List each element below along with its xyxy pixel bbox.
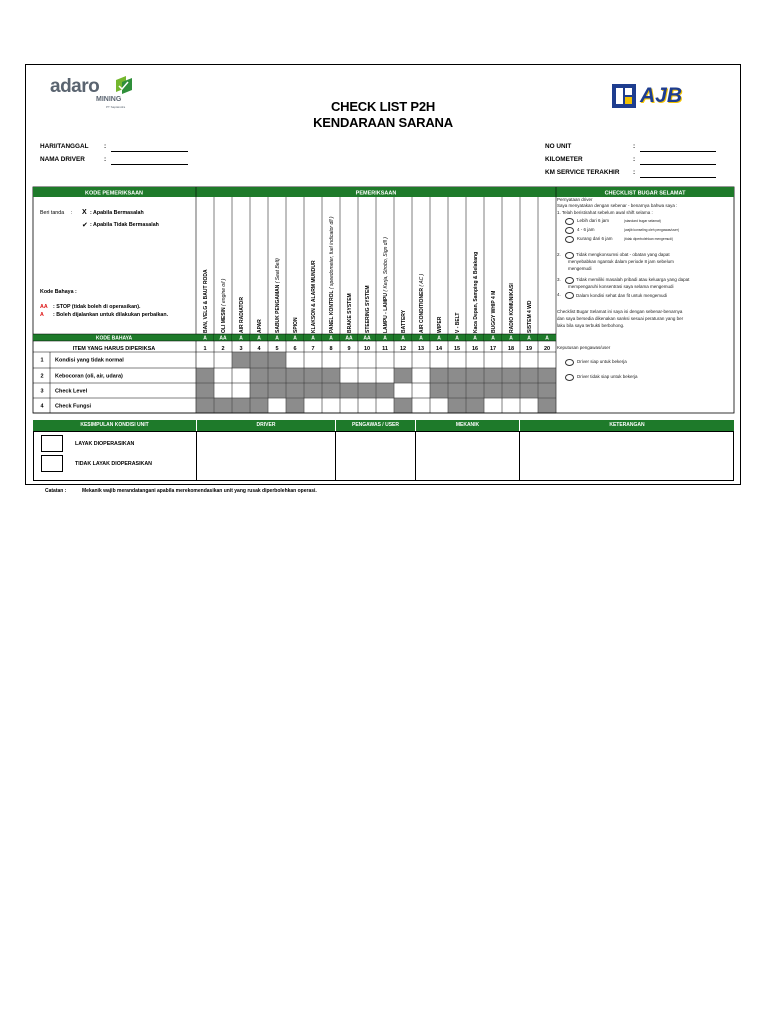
beri-tanda-colon: :	[71, 210, 73, 216]
check-cell[interactable]	[413, 384, 430, 398]
shaded-cell	[233, 353, 250, 368]
shaded-cell	[449, 399, 466, 413]
shaded-cell	[467, 399, 484, 413]
shaded-cell	[197, 369, 214, 383]
shaded-cell	[251, 353, 268, 368]
shaded-cell	[539, 399, 556, 413]
x-mark: X	[82, 209, 87, 216]
field-colon: :	[633, 169, 636, 176]
ajb-logo-text: AJB	[640, 84, 683, 107]
row-number: 3	[40, 388, 44, 395]
shaded-cell	[521, 384, 538, 398]
code-label: A	[509, 335, 513, 342]
shaded-cell	[233, 399, 250, 413]
legend-panel	[40, 208, 196, 328]
keputusan-opt2: Driver tidak siap untuk bekerja	[577, 374, 638, 379]
column-label: BRAKE SYSTEM	[347, 293, 353, 333]
bugar-s4-no: 4.	[557, 292, 561, 297]
conclusion-header-keterangan: KETERANGAN	[519, 420, 734, 431]
aa-code: AA	[40, 304, 48, 310]
column-label: AIR CONDITIONER ( AC )	[419, 273, 425, 333]
check-cell[interactable]	[233, 369, 250, 383]
conclusion-header-driver: DRIVER	[196, 420, 335, 431]
column-number: 15	[453, 346, 461, 352]
shaded-cell	[485, 369, 502, 383]
bugar-s2a: Tidak mengkonsumsi obat - obatan yang dapat	[576, 252, 670, 257]
code-label: A	[491, 335, 495, 342]
check-cell[interactable]	[503, 399, 520, 413]
column-number: 16	[471, 346, 479, 352]
column-number: 13	[417, 346, 425, 352]
bugar-opt2-note: (wajib konseling oleh pengawas/user)	[624, 228, 679, 232]
field-label: KILOMETER	[545, 156, 583, 163]
code-label: A	[293, 335, 297, 342]
beri-tanda-label: Beri tanda	[40, 210, 65, 216]
check-cell[interactable]	[413, 353, 430, 368]
code-label: A	[239, 335, 243, 342]
column-number: 3	[239, 346, 243, 352]
row-label: Kondisi yang tidak normal	[55, 357, 124, 364]
check-cell[interactable]	[233, 384, 250, 398]
conclusion-header-unit: KESIMPULAN KONDISI UNIT	[33, 420, 196, 431]
page-title: CHECK LIST P2H	[330, 99, 436, 114]
check-cell[interactable]	[215, 353, 232, 368]
shaded-cell	[485, 384, 502, 398]
column-number: 6	[293, 346, 297, 352]
bugar-s2b: menyebabkan ngantuk dalam periode 8 jam sebelum	[568, 259, 674, 264]
column-label: WIPER	[437, 316, 443, 333]
check-cell[interactable]	[269, 399, 286, 413]
column-label: KLAKSON & ALARM MUNDUR	[311, 260, 317, 333]
bugar-p1: Pernyataan driver	[557, 197, 593, 202]
bugar-s3b: mempengaruhi konsentrasi saya selama mengemudi	[568, 284, 674, 289]
shaded-cell	[251, 399, 268, 413]
column-number: 12	[399, 346, 407, 352]
check-cell[interactable]	[377, 353, 394, 368]
column-label: Kaca Depan, Samping & Belakang	[473, 251, 479, 333]
shaded-cell	[323, 369, 340, 383]
shaded-cell	[269, 384, 286, 398]
bugar-s2-no: 2.	[557, 252, 561, 257]
keputusan-label: Keputusan pengawas/user	[557, 345, 611, 350]
bugar-s3a: Tidak memiliki masalah pribadi atau keluarga yang dapat	[576, 277, 690, 282]
tidak-layak-label: TIDAK LAYAK DIOPERASIKAN	[75, 461, 153, 467]
check-cell[interactable]	[521, 399, 538, 413]
check-cell[interactable]	[395, 353, 412, 368]
bugar-s2c: mengemudi	[568, 266, 592, 271]
shaded-cell	[467, 369, 484, 383]
shaded-cell	[251, 369, 268, 383]
column-number: 1	[203, 346, 207, 352]
field-colon: :	[104, 156, 107, 163]
row-label: Check Level	[55, 388, 88, 395]
bugar-p2: Saya menyatakan dengan sebenar - benarnya bahwa saya :	[557, 203, 678, 208]
shaded-cell	[197, 399, 214, 413]
bugar-opt1: Lebih dari 6 jam	[577, 218, 610, 223]
shaded-cell	[359, 384, 376, 398]
conclusion-header-pengawas: PENGAWAS / USER	[335, 420, 415, 431]
field-colon: :	[633, 156, 636, 163]
shaded-cell	[341, 384, 358, 398]
shaded-cell	[323, 384, 340, 398]
shaded-cell	[449, 384, 466, 398]
column-number: 5	[275, 346, 279, 352]
shaded-cell	[197, 384, 214, 398]
column-label: BAN, VELG & BAUT RODA	[203, 269, 209, 333]
kode-header: KODE PEMERIKSAAN	[84, 190, 144, 197]
column-label: LAMPU - LAMPU ( Kerja, Strobo, Sign dll )	[383, 237, 389, 333]
check-cell[interactable]	[521, 353, 538, 368]
items-header: ITEM YANG HARUS DIPERIKSA	[72, 346, 156, 352]
shaded-cell	[287, 399, 304, 413]
column-number: 20	[543, 346, 551, 352]
code-label: A	[401, 335, 405, 342]
shaded-cell	[287, 369, 304, 383]
code-label: A	[455, 335, 459, 342]
bugar-c2: dan saya bersedia dikenakan sanksi sesuai peraturan yang ber	[557, 316, 684, 321]
code-label: A	[437, 335, 441, 342]
check-desc: : Apabila Tidak Bermasalah	[90, 222, 159, 228]
column-label: RADIO KOMUNIKASI	[509, 283, 515, 333]
bugar-c1: Checklist Bugar Selamat ini saya isi dengan sebenar-benarnya	[557, 309, 683, 314]
shaded-cell	[521, 369, 538, 383]
adaro-logo-sub: MINING	[96, 96, 122, 103]
kode-bahaya-row-label: KODE BAHAYA	[95, 335, 133, 342]
shaded-cell	[215, 399, 232, 413]
shaded-cell	[269, 353, 286, 368]
check-cell[interactable]	[395, 384, 412, 398]
kode-bahaya-label: Kode Bahaya :	[40, 289, 77, 295]
bugar-opt3-note: (tidak diperbolehkan mengemudi)	[624, 237, 673, 241]
option-radio[interactable]	[565, 227, 574, 234]
shaded-cell	[395, 399, 412, 413]
field-label: NO UNIT	[545, 143, 572, 150]
bugar-s3-no: 3.	[557, 277, 561, 282]
column-label: SPION	[293, 317, 299, 333]
bugar-opt3: Kurang dari 6 jam	[577, 236, 613, 241]
field-label: NAMA DRIVER	[40, 156, 85, 163]
option-radio[interactable]	[565, 359, 574, 366]
check-cell[interactable]	[413, 369, 430, 383]
footer-label: Catatan :	[45, 488, 67, 494]
option-radio[interactable]	[565, 374, 574, 381]
shaded-cell	[269, 369, 286, 383]
shaded-cell	[503, 384, 520, 398]
row-number: 1	[40, 357, 44, 364]
layak-label: LAYAK DIOPERASIKAN	[75, 441, 135, 447]
shaded-cell	[395, 369, 412, 383]
column-number: 11	[382, 346, 388, 352]
column-label: V - BELT	[455, 312, 461, 333]
bugar-header: CHECKLIST BUGAR SELAMAT	[604, 190, 686, 197]
bugar-opt1-note: (standard bugar selamat)	[624, 219, 661, 223]
code-label: AA	[345, 335, 353, 342]
adaro-logo-tagline: PT Saptaindra	[106, 105, 126, 109]
column-label: OLI MESIN ( engine oil )	[221, 278, 227, 333]
option-radio[interactable]	[565, 277, 574, 284]
mekanik-signature-cell[interactable]	[415, 431, 520, 481]
option-radio[interactable]	[565, 236, 574, 243]
shaded-cell	[449, 369, 466, 383]
check-cell[interactable]	[215, 384, 232, 398]
column-number: 7	[311, 346, 315, 352]
code-label: A	[419, 335, 423, 342]
check-cell[interactable]	[431, 353, 448, 368]
field-colon: :	[104, 143, 107, 150]
code-label: A	[473, 335, 477, 342]
code-label: AA	[219, 335, 227, 342]
column-label: BUGGY WHIP 4 M	[491, 290, 497, 333]
column-label: SISTEM 4 WD	[527, 300, 533, 333]
shaded-cell	[377, 384, 394, 398]
bugar-p3: 1. Telah beristirahat sebelum awal shift selama :	[557, 210, 653, 215]
check-cell[interactable]	[341, 353, 358, 368]
keputusan-opt1: Driver siap untuk bekerja	[577, 359, 627, 364]
shaded-cell	[467, 384, 484, 398]
option-radio[interactable]	[565, 252, 574, 259]
shaded-cell	[305, 384, 322, 398]
pengawas-signature-cell[interactable]	[335, 431, 416, 481]
check-cell[interactable]	[305, 353, 322, 368]
shaded-cell	[251, 384, 268, 398]
row-label: Kebocoran (oli, air, udara)	[55, 373, 123, 380]
shaded-cell	[539, 369, 556, 383]
column-number: 2	[221, 346, 225, 352]
driver-signature-cell[interactable]	[196, 431, 336, 481]
conclusion-header-mekanik: MEKANIK	[415, 420, 519, 431]
check-cell[interactable]	[539, 353, 556, 368]
footer-text: Mekanik wajib merandatangani apabila merekomendasikan unit yang rusak diperbolehkan operasi.	[82, 488, 317, 494]
column-label: AIR RADIATOR	[239, 297, 245, 333]
row-number: 4	[40, 403, 44, 410]
column-label: APAR	[257, 319, 263, 333]
check-cell[interactable]	[215, 369, 232, 383]
column-number: 4	[257, 346, 261, 352]
column-label: STEERING SYSTEM	[365, 285, 371, 333]
code-label: A	[329, 335, 333, 342]
check-cell[interactable]	[359, 369, 376, 383]
code-label: A	[275, 335, 279, 342]
code-label: A	[257, 335, 261, 342]
column-number: 9	[347, 346, 351, 352]
column-number: 18	[507, 346, 515, 352]
conclusion-section	[33, 420, 734, 481]
row-number: 2	[40, 373, 44, 380]
shaded-cell	[503, 369, 520, 383]
code-label: AA	[363, 335, 371, 342]
column-number: 19	[525, 346, 533, 352]
a-code: A	[40, 312, 44, 318]
check-cell[interactable]	[377, 399, 394, 413]
column-number: 17	[489, 346, 497, 352]
check-cell[interactable]	[467, 353, 484, 368]
aa-desc: : STOP (tidak boleh di operasikan).	[53, 304, 141, 310]
code-label: A	[545, 335, 549, 342]
a-desc: : Boleh dijalankan untuk dilakukan perbaikan.	[53, 312, 169, 318]
column-label: BATTERY	[401, 309, 407, 333]
code-label: A	[311, 335, 315, 342]
check-cell[interactable]	[449, 353, 466, 368]
column-label: SABUK PENGAMAN ( Seat Belt)	[275, 258, 281, 333]
shaded-cell	[539, 384, 556, 398]
check-cell[interactable]	[359, 353, 376, 368]
check-cell[interactable]	[323, 353, 340, 368]
check-cell[interactable]	[431, 399, 448, 413]
check-cell[interactable]	[323, 399, 340, 413]
check-cell[interactable]	[413, 399, 430, 413]
column-label: PANEL KONTROL ( speedometer, fuel indicator dll )	[329, 216, 335, 333]
option-radio[interactable]	[565, 218, 574, 225]
column-number: 8	[329, 346, 333, 352]
check-cell[interactable]	[359, 399, 376, 413]
column-number: 14	[435, 346, 443, 352]
pemeriksaan-header: PEMERIKSAAN	[355, 190, 397, 197]
bugar-panel	[557, 197, 735, 412]
bugar-s4a: Dalam kondisi sehat dan fit untuk mengemudi	[576, 293, 668, 298]
row-label: Check Fungsi	[55, 403, 92, 410]
shaded-cell	[287, 384, 304, 398]
bugar-c3: laku bila saya terbukti berbohong.	[557, 323, 625, 328]
field-colon: :	[633, 143, 636, 150]
code-label: A	[203, 335, 207, 342]
bugar-opt2: 4 - 6 jam	[577, 227, 595, 232]
check-icon: ✔	[82, 222, 88, 229]
code-label: A	[527, 335, 531, 342]
field-label: KM SERVICE TERAKHIR	[545, 169, 620, 176]
option-radio[interactable]	[565, 292, 574, 299]
code-label: A	[383, 335, 387, 342]
check-cell[interactable]	[377, 369, 394, 383]
shaded-cell	[431, 384, 448, 398]
column-number: 10	[363, 346, 371, 352]
field-label: HARI/TANGGAL	[40, 143, 89, 150]
check-cell[interactable]	[287, 353, 304, 368]
page-subtitle: KENDARAAN SARANA	[313, 115, 453, 130]
layak-checkbox[interactable]	[41, 435, 63, 452]
check-cell[interactable]	[503, 353, 520, 368]
check-cell[interactable]	[341, 399, 358, 413]
shaded-cell	[305, 369, 322, 383]
x-desc: : Apabila Bermasalah	[90, 210, 144, 216]
check-cell[interactable]	[485, 353, 502, 368]
check-cell[interactable]	[485, 399, 502, 413]
adaro-logo-text: adaro	[50, 76, 100, 97]
tidak-layak-checkbox[interactable]	[41, 455, 63, 472]
check-cell[interactable]	[305, 399, 322, 413]
shaded-cell	[431, 369, 448, 383]
check-cell[interactable]	[197, 353, 214, 368]
check-cell[interactable]	[341, 369, 358, 383]
keterangan-cell[interactable]	[519, 431, 734, 481]
